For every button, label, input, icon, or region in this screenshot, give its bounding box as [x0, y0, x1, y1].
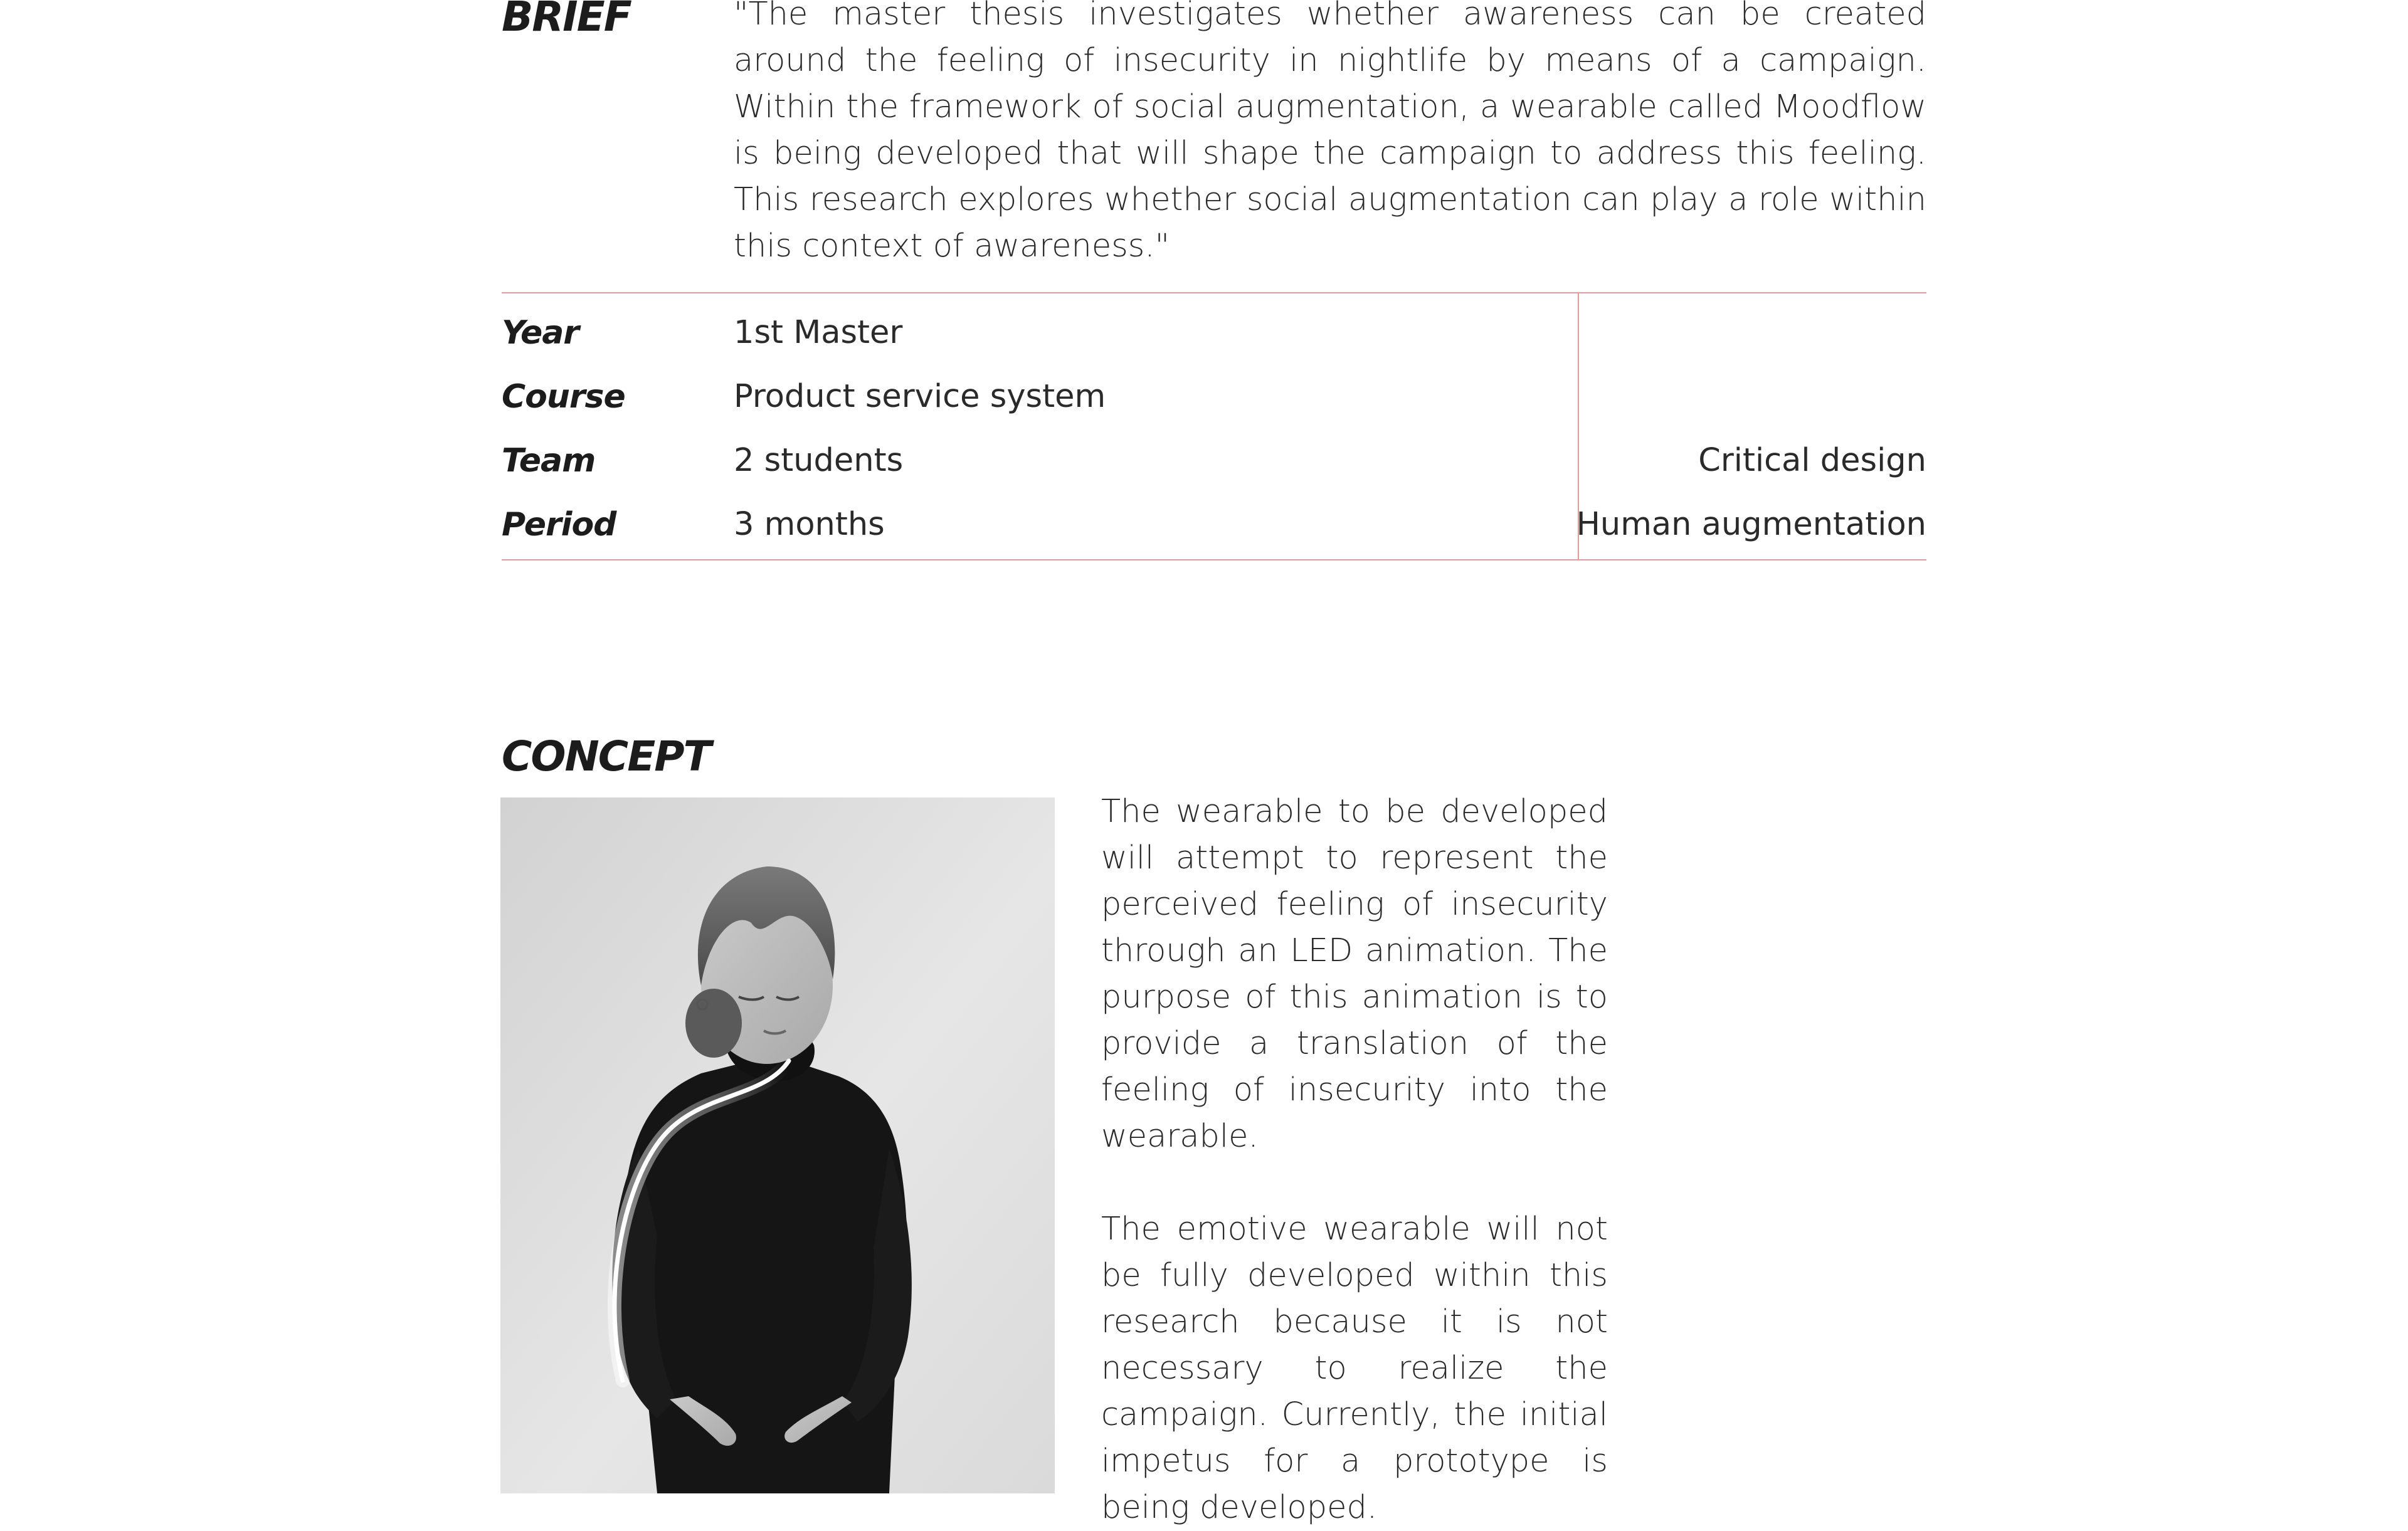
concept-heading: CONCEPT [502, 732, 710, 781]
concept-paragraph-2: The emotive wearable will not be fully developed within this research because it is not necessary to realize the campaign. Currently, the initial impetus for a prototype is being developed. [1101, 1211, 1608, 1526]
concept-photo-illustration [500, 797, 1055, 1493]
period-label: Period [502, 506, 616, 544]
project-details-table [502, 292, 1926, 560]
details-row-course [502, 375, 1568, 419]
brief-heading: BRIEF [502, 0, 631, 41]
details-row-team [502, 439, 1568, 483]
concept-paragraph-1: The wearable to be developed will attempt to represent the perceived feeling of insecurity through an LED animation. The purpose of this animation is to provide a translation of the feeling of insecurity into the wearable. [1101, 793, 1608, 1155]
team-value: 2 students [734, 442, 904, 479]
year-label: Year [502, 314, 579, 352]
details-row-year [502, 311, 1568, 355]
course-label: Course [502, 378, 625, 416]
concept-text [1101, 789, 1608, 1531]
brief-text: "The master thesis investigates whether awareness can be created around the feeling of insecurity in nightlife by means of a campaign. Within the framework of social augmentation, a wearable called Moodflow is being developed that will shape the campaign to address this feeling. This research explores whether social augmentation can play a role within this context of awareness." [734, 0, 1926, 265]
concept-photo [500, 797, 1055, 1493]
period-value: 3 months [734, 506, 885, 543]
course-value: Product service system [734, 378, 1106, 415]
year-value: 1st Master [734, 314, 903, 351]
team-label: Team [502, 442, 596, 480]
tag-critical-design: Critical design [1698, 442, 1926, 479]
details-row-period [502, 503, 1568, 547]
tag-human-augmentation: Human augmentation [1576, 506, 1926, 543]
